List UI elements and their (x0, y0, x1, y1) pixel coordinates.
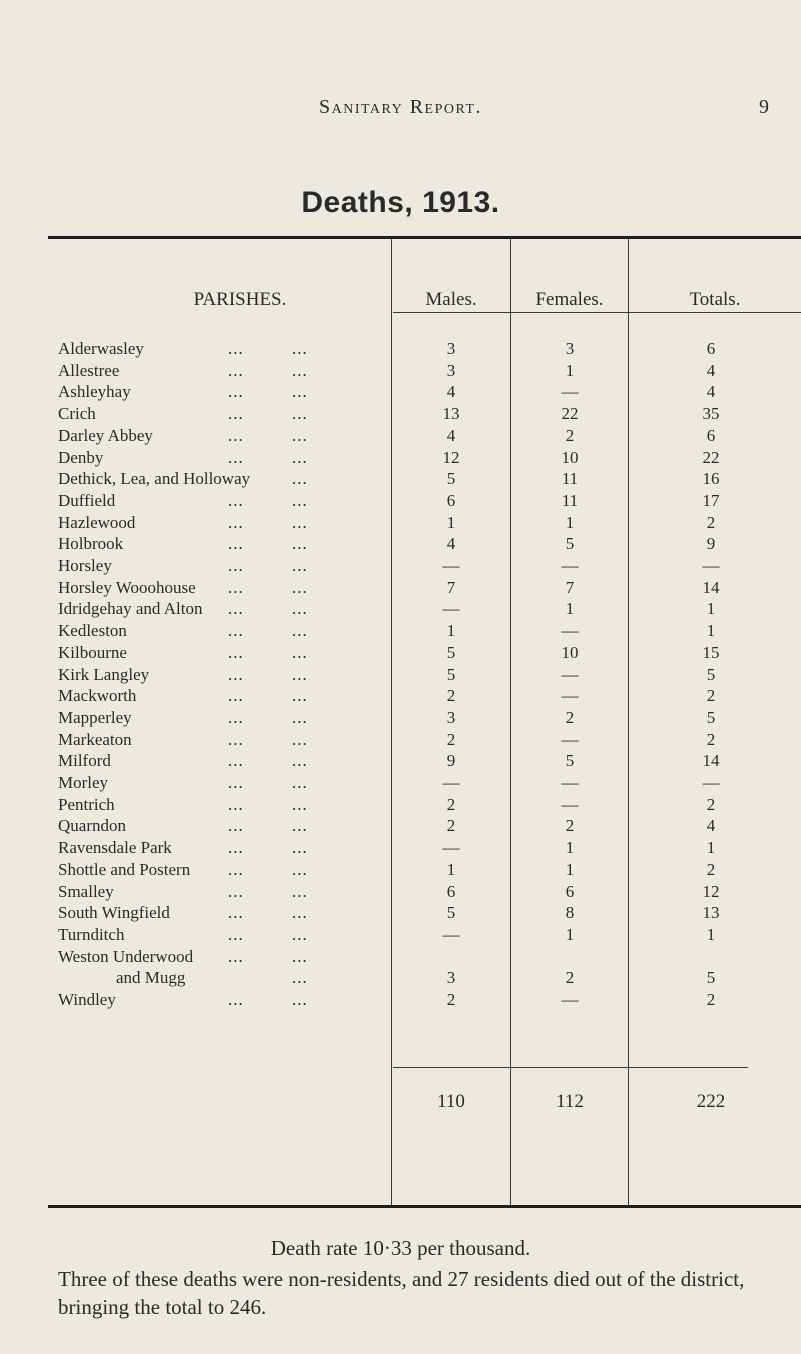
table-row (0, 838, 801, 860)
cell-totals: 1 (706, 924, 716, 944)
parish-name: Weston Underwood (58, 946, 194, 966)
leader-dots: ... (292, 534, 308, 554)
parish-name: Morley (58, 773, 109, 792)
leader-dots: ... (228, 859, 244, 879)
cell-totals: 2 (706, 794, 716, 814)
parish-name: Kilbourne (58, 642, 127, 662)
cell-totals: 12 (702, 881, 720, 901)
cell-females: 7 (565, 577, 575, 597)
cell-males: 3 (446, 360, 456, 380)
cell-totals: 2 (706, 729, 716, 749)
cell-totals: 14 (702, 751, 720, 771)
leader-dots: ... (292, 404, 308, 424)
leader-dots: ... (228, 360, 244, 380)
cell-males: 1 (446, 512, 456, 532)
parish-name: Horsley Wooohouse (58, 577, 196, 597)
leader-dots: ... (292, 707, 308, 727)
leader-dots: ... (228, 924, 244, 944)
parish-name: Crich (58, 404, 96, 424)
leader-dots: ... (228, 794, 244, 814)
cell-males: — (442, 924, 460, 944)
cell-males: — (442, 556, 460, 575)
leader-dots: ... (292, 447, 308, 467)
leader-dots: ... (228, 447, 244, 467)
table-row (0, 513, 801, 535)
parish-name: Quarndon (58, 816, 126, 836)
leader-dots: ... (228, 621, 244, 641)
leader-dots: ... (228, 773, 244, 792)
parish-name: Horsley (58, 556, 112, 575)
parish-name: Smalley (58, 881, 114, 901)
cell-females: 6 (565, 881, 575, 901)
leader-dots: ... (292, 859, 308, 879)
cell-totals: 13 (702, 903, 720, 923)
leader-dots: ... (292, 425, 308, 445)
cell-females: 11 (561, 490, 579, 510)
parish-name: Darley Abbey (58, 425, 153, 445)
cell-males: 5 (446, 642, 456, 662)
cell-males: 5 (446, 903, 456, 923)
table-row (0, 534, 801, 556)
cell-females: 1 (565, 838, 575, 858)
cell-totals: 15 (702, 642, 720, 662)
cell-males: 3 (446, 968, 456, 988)
cell-females: 1 (565, 512, 575, 532)
cell-females: — (561, 621, 579, 641)
leader-dots: ... (292, 881, 308, 901)
cell-totals: 16 (702, 469, 720, 489)
total-females: 112 (556, 1091, 584, 1112)
parish-name: Alderwasley (58, 339, 144, 358)
parish-name: Holbrook (58, 534, 124, 554)
cell-totals: 5 (706, 664, 716, 684)
parish-name: Hazlewood (58, 512, 136, 532)
table-row (0, 773, 801, 795)
column-header-totals: Totals. (689, 289, 741, 310)
cell-males: 2 (446, 729, 456, 749)
table-row (0, 491, 801, 513)
cell-males: 7 (446, 577, 456, 597)
column-header-males: Males. (425, 289, 477, 310)
cell-males: 4 (446, 534, 456, 554)
leader-dots: ... (292, 382, 308, 402)
table-row (0, 578, 801, 600)
cell-totals: 2 (706, 512, 716, 532)
table-row (0, 730, 801, 752)
leader-dots: ... (228, 642, 244, 662)
table-row (0, 968, 801, 990)
parish-name: Duffield (58, 490, 116, 510)
leader-dots: ... (292, 946, 308, 966)
cell-females: 3 (565, 339, 575, 358)
cell-males: 2 (446, 990, 456, 1009)
leader-dots: ... (228, 881, 244, 901)
cell-males: — (442, 838, 460, 858)
cell-females: 2 (565, 707, 575, 727)
cell-totals: 5 (706, 968, 716, 988)
cell-females: — (561, 990, 579, 1009)
leader-dots: ... (292, 990, 308, 1009)
cell-totals: — (702, 773, 720, 792)
cell-totals: — (702, 556, 720, 575)
cell-females: 1 (565, 924, 575, 944)
leader-dots: ... (292, 512, 308, 532)
total-totals: 222 (696, 1091, 726, 1112)
leader-dots: ... (228, 512, 244, 532)
table-row (0, 860, 801, 882)
cell-totals: 1 (706, 621, 716, 641)
cell-males: — (442, 773, 460, 792)
table-top-rule (48, 236, 801, 239)
table-row (0, 448, 801, 470)
cell-males: 2 (446, 816, 456, 836)
leader-dots: ... (292, 751, 308, 771)
parish-name: Allestree (58, 360, 120, 380)
table-row (0, 708, 801, 730)
leader-dots: ... (292, 469, 308, 489)
leader-dots: ... (228, 490, 244, 510)
total-rule (393, 1067, 748, 1068)
leader-dots: ... (228, 534, 244, 554)
table-row (0, 751, 801, 773)
cell-totals: 6 (706, 339, 716, 358)
cell-males: 4 (446, 425, 456, 445)
leader-dots: ... (292, 686, 308, 706)
parish-name: Turnditch (58, 924, 125, 944)
leader-dots: ... (292, 339, 308, 358)
cell-females: 22 (561, 404, 579, 424)
cell-males: 9 (446, 751, 456, 771)
parish-name: Mackworth (58, 686, 137, 706)
cell-females: 1 (565, 360, 575, 380)
cell-females: — (561, 556, 579, 575)
cell-males: 1 (446, 621, 456, 641)
cell-totals: 1 (706, 838, 716, 858)
leader-dots: ... (292, 599, 308, 619)
parish-name: Dethick, Lea, and Holloway (58, 469, 251, 489)
cell-females: 10 (561, 447, 579, 467)
table-row (0, 882, 801, 904)
leader-dots: ... (292, 642, 308, 662)
leader-dots: ... (292, 794, 308, 814)
leader-dots: ... (228, 816, 244, 836)
table-row (0, 686, 801, 708)
cell-males: 3 (446, 339, 456, 358)
cell-females: 10 (561, 642, 579, 662)
cell-females: — (561, 664, 579, 684)
cell-females: 8 (565, 903, 575, 923)
table-row (0, 339, 801, 361)
leader-dots: ... (228, 425, 244, 445)
parish-name: and Mugg (116, 968, 186, 988)
leader-dots: ... (292, 556, 308, 575)
parish-name: Shottle and Postern (58, 859, 191, 879)
cell-totals: 22 (702, 447, 720, 467)
cell-totals: 2 (706, 990, 716, 1009)
running-header (0, 96, 801, 120)
table-row (0, 404, 801, 426)
parish-name: Kedleston (58, 621, 127, 641)
table-row (0, 903, 801, 925)
cell-females: — (561, 382, 579, 402)
parish-name: Markeaton (58, 729, 132, 749)
cell-males: 4 (446, 382, 456, 402)
leader-dots: ... (292, 773, 308, 792)
cell-males: — (442, 599, 460, 619)
leader-dots: ... (292, 968, 308, 988)
footnote: Three of these deaths were non-residents, and 27 residents died out of the district, bringing the total to 246. (58, 1267, 745, 1319)
table-row (0, 382, 801, 404)
leader-dots: ... (228, 946, 244, 966)
cell-totals: 5 (706, 707, 716, 727)
cell-females: 2 (565, 425, 575, 445)
leader-dots: ... (292, 816, 308, 836)
leader-dots: ... (228, 556, 244, 575)
cell-females: 5 (565, 534, 575, 554)
table-row (0, 621, 801, 643)
cell-totals: 4 (706, 360, 716, 380)
leader-dots: ... (292, 621, 308, 641)
table-row (0, 947, 801, 969)
leader-dots: ... (228, 339, 244, 358)
leader-dots: ... (228, 903, 244, 923)
table-row (0, 816, 801, 838)
parish-name: Kirk Langley (58, 664, 150, 684)
cell-totals: 17 (702, 490, 720, 510)
death-rate: Death rate 10·33 per thousand. (270, 1236, 531, 1260)
leader-dots: ... (292, 924, 308, 944)
cell-totals: 6 (706, 425, 716, 445)
table-row (0, 599, 801, 621)
cell-totals: 14 (702, 577, 720, 597)
parish-name: Ravensdale Park (58, 838, 172, 858)
table-row (0, 990, 801, 1012)
leader-dots: ... (228, 838, 244, 858)
cell-males: 13 (442, 404, 460, 424)
table-bottom-rule (48, 1205, 801, 1208)
parish-name: Idridgehay and Alton (58, 599, 203, 619)
cell-totals: 2 (706, 686, 716, 706)
leader-dots: ... (228, 990, 244, 1009)
leader-dots: ... (292, 664, 308, 684)
cell-males: 5 (446, 469, 456, 489)
leader-dots: ... (228, 577, 244, 597)
cell-totals: 2 (706, 859, 716, 879)
leader-dots: ... (228, 664, 244, 684)
cell-totals: 4 (706, 382, 716, 402)
table-row (0, 925, 801, 947)
table-row (0, 469, 801, 491)
cell-females: 2 (565, 968, 575, 988)
cell-males: 2 (446, 794, 456, 814)
cell-males: 12 (442, 447, 460, 467)
leader-dots: ... (292, 360, 308, 380)
parish-name: Windley (58, 990, 116, 1009)
cell-males: 5 (446, 664, 456, 684)
parish-name: Milford (58, 751, 111, 771)
cell-females: 1 (565, 599, 575, 619)
leader-dots: ... (228, 707, 244, 727)
total-males: 110 (437, 1091, 465, 1112)
cell-females: 1 (565, 859, 575, 879)
parish-name: South Wingfield (58, 903, 170, 923)
table-row (0, 361, 801, 383)
column-header-females: Females. (535, 289, 604, 310)
leader-dots: ... (228, 751, 244, 771)
leader-dots: ... (228, 382, 244, 402)
table-row (0, 643, 801, 665)
running-title: Sanitary Report. (318, 96, 483, 118)
leader-dots: ... (228, 729, 244, 749)
page-number: 9 (759, 96, 769, 118)
cell-totals: 9 (706, 534, 716, 554)
parish-name: Denby (58, 447, 104, 467)
cell-males: 3 (446, 707, 456, 727)
cell-females: — (561, 729, 579, 749)
leader-dots: ... (292, 729, 308, 749)
leader-dots: ... (292, 577, 308, 597)
cell-males: 2 (446, 686, 456, 706)
cell-females: — (561, 794, 579, 814)
leader-dots: ... (228, 599, 244, 619)
cell-totals: 1 (706, 599, 716, 619)
parish-name: Pentrich (58, 794, 115, 814)
cell-totals: 35 (702, 404, 720, 424)
cell-females: 2 (565, 816, 575, 836)
parish-name: Mapperley (58, 707, 132, 727)
table-row (0, 426, 801, 448)
table-row (0, 556, 801, 578)
leader-dots: ... (228, 404, 244, 424)
cell-males: 1 (446, 859, 456, 879)
cell-females: 11 (561, 469, 579, 489)
leader-dots: ... (292, 903, 308, 923)
table-row (0, 665, 801, 687)
cell-males: 6 (446, 490, 456, 510)
leader-dots: ... (228, 686, 244, 706)
leader-dots: ... (292, 490, 308, 510)
table-row (0, 795, 801, 817)
leader-dots: ... (292, 838, 308, 858)
page-title: Deaths, 1913. (301, 186, 500, 219)
parish-name: Ashleyhay (58, 382, 131, 402)
cell-totals: 4 (706, 816, 716, 836)
column-header-parishes: PARISHES. (193, 289, 287, 310)
cell-females: — (561, 773, 579, 792)
cell-females: 5 (565, 751, 575, 771)
header-underline (393, 312, 801, 313)
cell-females: — (561, 686, 579, 706)
cell-males: 6 (446, 881, 456, 901)
